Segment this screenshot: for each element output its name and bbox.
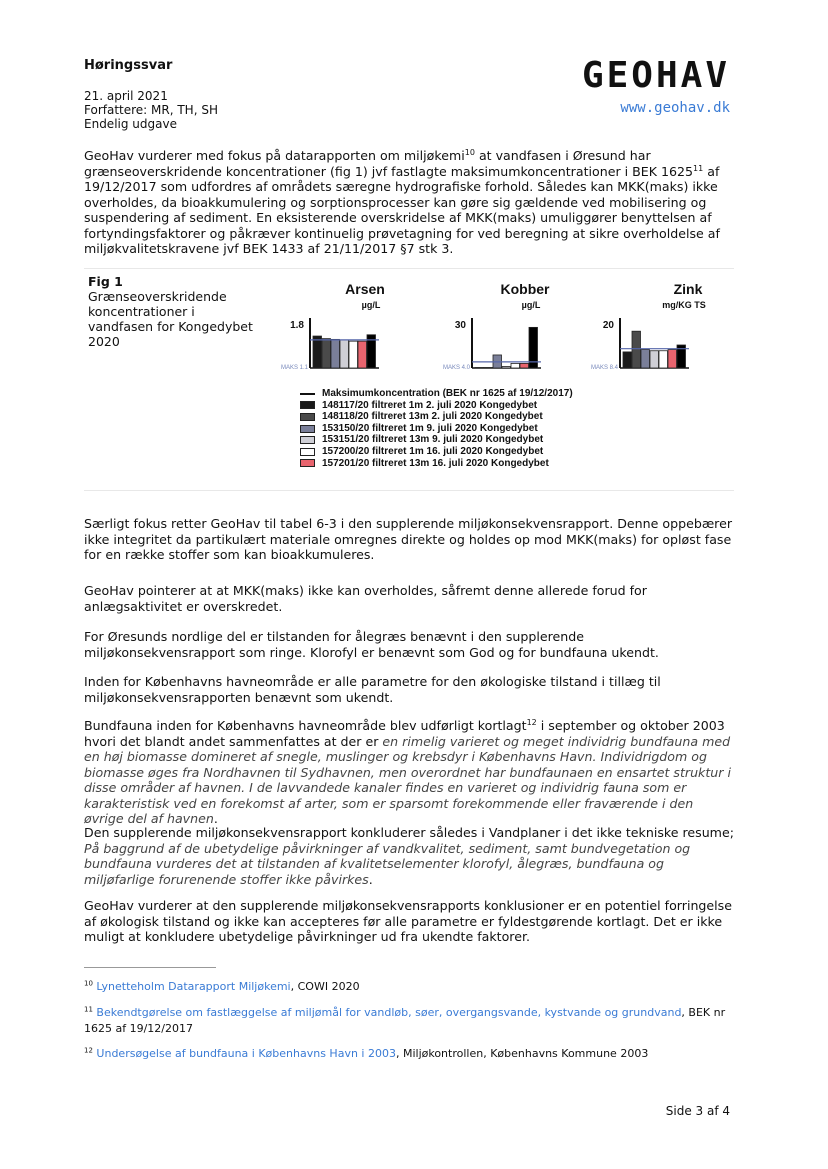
legend-label: 148117/20 filtreret 1m 2. juli 2020 Kongedybet bbox=[322, 399, 538, 411]
concentration-chart bbox=[260, 270, 730, 382]
chart-unit-arsen: µg/L bbox=[361, 300, 381, 310]
footnote-rule bbox=[84, 967, 216, 968]
chart-bar bbox=[641, 350, 650, 368]
logo-wordmark: GEOHAV bbox=[581, 55, 730, 96]
document-title: Høringssvar bbox=[84, 58, 173, 73]
bundfauna-quote: en rimelig varieret og meget individrig bundfauna med en høj biomasse domineret af snegle, muslinger og krebsdyr i Københavns Havn. Individrigdom og biomasse øges fra Nordhavnen til Sydhavnen, men overordnet har bundfaunaen en ensartet struktur i disse områder af havnen. I de lavvandede kanaler findes en varieret og individrig fauna som er karakteristisk ved en forekomst af arter, som er sparsomt forekommende eller fraværende i den øvrige del af havnen bbox=[84, 733, 731, 826]
chart-bar bbox=[313, 336, 322, 368]
paragraph-final: GeoHav vurderer at den supplerende miljøkonsekvensrapports konklusioner er en potentiel forringelse af økologisk tilstand og ikke kan accepteres før alle parametre er fyldestgørende kortlagt. Det er ikke muligt at konkludere ubetydelige påvirkninger ud fra ukendte faktorer. bbox=[84, 898, 732, 944]
chart-ymax-arsen: 1.8 bbox=[290, 320, 304, 331]
chart-bar bbox=[349, 341, 358, 368]
bundfauna-end: . bbox=[213, 811, 218, 826]
chart-bar bbox=[659, 351, 668, 368]
chart-title-arsen: Arsen bbox=[345, 281, 385, 297]
chart-bar bbox=[650, 351, 659, 368]
paragraph-havn: Inden for Københavns havneområde er alle parametre for den økologiske tilstand i tillæg til miljøkonsekvensrapporten benævnt som ukendt. bbox=[84, 674, 661, 705]
chart-bar bbox=[511, 363, 520, 368]
footnote-12 bbox=[84, 1046, 734, 1062]
chart-maks-label: MAKS 8.4 bbox=[590, 365, 618, 371]
chart-ymax-zink: 20 bbox=[602, 320, 614, 331]
paragraph-oresund: For Øresunds nordlige del er tilstanden for ålegræs benævnt i den supplerende miljøkonsekvensrapport som ringe. Klorofyl er benævnt som God og for bundfauna ukendt. bbox=[84, 629, 659, 660]
footnote-number: 11 bbox=[84, 1005, 93, 1014]
footnote-ref-11[interactable]: 11 bbox=[693, 163, 704, 173]
footnote-11 bbox=[84, 1005, 734, 1036]
chart-unit-zink: mg/KG TS bbox=[662, 300, 706, 310]
legend-swatch bbox=[300, 425, 315, 433]
legend-swatch bbox=[300, 448, 315, 456]
logo-url[interactable]: www.geohav.dk bbox=[620, 100, 730, 116]
footnote-link[interactable]: Undersøgelse af bundfauna i Københavns Havn i 2003 bbox=[96, 1047, 396, 1060]
chart-bar bbox=[632, 331, 641, 368]
chart-maks-label: MAKS 4.0 bbox=[442, 365, 470, 371]
footnote-number: 12 bbox=[84, 1046, 93, 1055]
legend-entry bbox=[300, 400, 573, 412]
document-version: Endelig udgave bbox=[84, 117, 177, 131]
legend-label: 157201/20 filtreret 13m 16. juli 2020 Kongedybet bbox=[322, 457, 549, 469]
footnote-10 bbox=[84, 979, 734, 995]
bundfauna-text-1: Bundfauna inden for Københavns havneområde blev udførligt kortlagt bbox=[84, 718, 527, 733]
legend-entry bbox=[300, 458, 573, 470]
footnote-source: , Miljøkontrollen, Københavns Kommune 2003 bbox=[395, 1047, 649, 1060]
footnote-ref-10[interactable]: 10 bbox=[464, 147, 475, 157]
konklusion-end: . bbox=[368, 871, 373, 887]
paragraph-tabel: Særligt fokus retter GeoHav til tabel 6-3 i den supplerende miljøkonsekvensrapport. Denne oppebærer ikke integritet da partikulært materiale omregnes direkte og holdes op mod MKK(maks) for opløst fase for en række stoffer som kan bioakkumuleres. bbox=[84, 516, 733, 562]
legend-label: Maksimumkoncentration (BEK nr 1625 af 19/12/2017) bbox=[322, 388, 573, 399]
footnote-link[interactable]: Bekendtgørelse om fastlæggelse af miljømål for vandløb, søer, overgangsvande, kystvande og grundvand bbox=[96, 1006, 682, 1019]
intro-text-3: af 19/12/2017 som udfordres af områdets særegne hydrografiske forhold. Således kan MKK(maks) ikke overholdes, da bioakkumulering og sorptionsprocesser kan gøre sig gældende ved mobilisering og suspendering af sediment. En eksisterende overskridelse af MKK(maks) umuliggører benyttelsen af fortyndingsfaktorer og påkræver kontinuelig prøvetagning for ved beregning at sikre overholdelse af miljøkvalitetskravene jvf BEK 1433 af 21/11/2017 §7 stk 3. bbox=[84, 163, 720, 256]
chart-legend bbox=[300, 388, 573, 469]
footnote-source: , COWI 2020 bbox=[290, 980, 360, 993]
document-meta bbox=[84, 89, 218, 131]
legend-entry bbox=[300, 411, 573, 423]
chart-bar bbox=[623, 352, 632, 368]
paragraph-pointerer: GeoHav pointerer at at MKK(maks) ikke kan overholdes, såfremt denne allerede forud for anlægsaktivitet er overskredet. bbox=[84, 583, 647, 614]
intro-paragraph bbox=[84, 148, 736, 257]
konklusion-text: Den supplerende miljøkonsekvensrapport konkluderer således i Vandplaner i det ikke tekniske resume; bbox=[84, 825, 734, 840]
legend-entry bbox=[300, 434, 573, 446]
bundfauna-text-2: i september og oktober 2003 hvori det blandt andet sammenfattes at der er bbox=[84, 718, 725, 749]
chart-bar bbox=[520, 363, 529, 368]
legend-label: 157200/20 filtreret 1m 16. juli 2020 Kongedybet bbox=[322, 445, 544, 457]
chart-bar bbox=[668, 350, 677, 368]
figure-top-rule bbox=[84, 268, 734, 269]
chart-bar bbox=[502, 366, 511, 368]
document-date: 21. april 2021 bbox=[84, 89, 168, 103]
footnote-ref-12[interactable]: 12 bbox=[526, 717, 537, 727]
intro-text-2: at vandfasen i Øresund har grænseoverskridende koncentrationer (fig 1) jvf fastlagte maksimumkoncentrationer i BEK 1625 bbox=[84, 148, 694, 179]
page-number: Side 3 af 4 bbox=[665, 1104, 730, 1118]
figure-caption-text: Grænseoverskridende koncentrationer i vandfasen for Kongedybet 2020 bbox=[88, 289, 253, 349]
legend-entry bbox=[300, 423, 573, 435]
legend-entry bbox=[300, 446, 573, 458]
chart-title-zink: Zink bbox=[673, 281, 703, 297]
document-authors: Forfattere: MR, TH, SH bbox=[84, 103, 218, 117]
legend-label: 148118/20 filtreret 13m 2. juli 2020 Kongedybet bbox=[322, 411, 543, 423]
intro-text-1: GeoHav vurderer med fokus på datarapporten om miljøkemi bbox=[84, 148, 465, 163]
chart-title-kobber: Kobber bbox=[500, 281, 550, 297]
legend-swatch bbox=[300, 393, 315, 395]
legend-swatch bbox=[300, 401, 315, 409]
konklusion-quote: På baggrund af de ubetydelige påvirkninger af vandkvalitet, sediment, samt bundvegetation og bundfauna vurderes det at tilstanden af kvalitetselementer klorofyl, ålegræs, bundfauna og miljøfarlige forurenende stoffer ikke påvirkes bbox=[84, 840, 691, 887]
footnote-link[interactable]: Lynetteholm Datarapport Miljøkemi bbox=[96, 980, 291, 993]
legend-swatch bbox=[300, 436, 315, 444]
legend-swatch bbox=[300, 459, 315, 467]
paragraph-bundfauna bbox=[84, 718, 736, 827]
figure-caption bbox=[88, 274, 258, 349]
chart-bar bbox=[340, 340, 349, 368]
legend-label: 153151/20 filtreret 13m 9. juli 2020 Kongedybet bbox=[322, 434, 544, 446]
paragraph-konklusion bbox=[84, 825, 736, 887]
legend-label: 153150/20 filtreret 1m 9. juli 2020 Kongedybet bbox=[322, 422, 538, 434]
figure-label: Fig 1 bbox=[88, 274, 123, 289]
chart-ymax-kobber: 30 bbox=[454, 320, 466, 331]
footnote-source: , BEK nr 1625 af 19/12/2017 bbox=[84, 1006, 726, 1035]
legend-swatch bbox=[300, 413, 315, 421]
chart-maks-label: MAKS 1.1 bbox=[280, 365, 308, 371]
footnote-number: 10 bbox=[84, 979, 93, 988]
chart-bar bbox=[331, 339, 340, 368]
legend-entry bbox=[300, 388, 573, 400]
chart-bar bbox=[322, 339, 331, 368]
geohav-logo bbox=[560, 56, 730, 116]
figure-bottom-rule bbox=[84, 490, 734, 491]
chart-bar bbox=[358, 341, 367, 368]
chart-unit-kobber: µg/L bbox=[521, 300, 541, 310]
